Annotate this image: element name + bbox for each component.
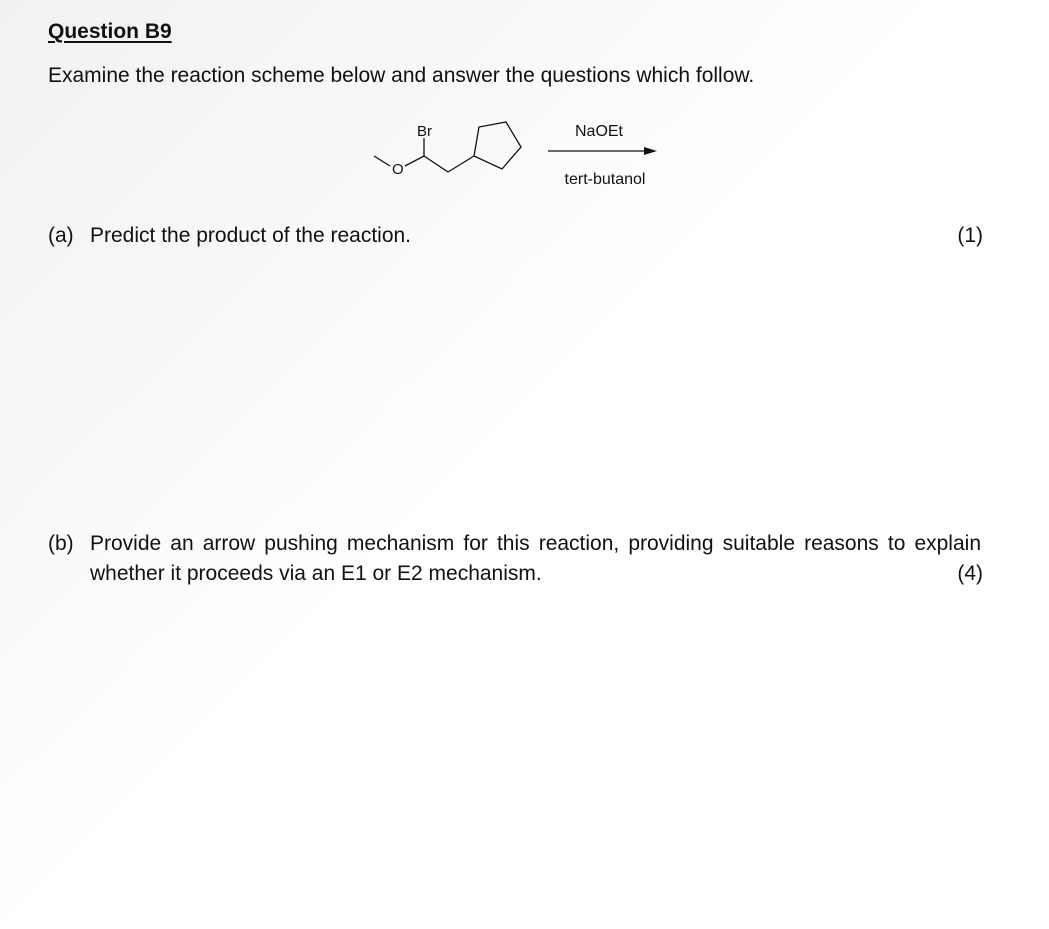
part-a-label: (a) (48, 224, 74, 247)
oxygen-label: O (392, 161, 404, 178)
reaction-arrow-head (644, 147, 657, 155)
part-a-marks: (1) (957, 224, 983, 247)
bond-oxygen-carbon (405, 156, 424, 166)
reaction-scheme (360, 112, 680, 202)
reagent-label: NaOEt (574, 123, 624, 140)
question-title: Question B9 (48, 20, 172, 43)
reaction-scheme-svg (360, 112, 680, 202)
part-b-label: (b) (48, 532, 74, 555)
bond-ch2-ring (448, 156, 474, 172)
part-b-marks: (4) (957, 562, 983, 585)
bromine-label: Br (417, 123, 432, 140)
question-intro: Examine the reaction scheme below and answer the questions which follow. (48, 64, 755, 87)
cyclopentane-ring (474, 122, 521, 169)
part-a-text: Predict the product of the reaction. (90, 224, 412, 247)
part-b-text: Provide an arrow pushing mechanism for this reaction, providing suitable reasons to explain whether it proceeds via an E1 or E2 mechanism. (90, 532, 981, 585)
solvent-label: tert-butanol (564, 171, 646, 188)
bond-carbon-ch2 (424, 156, 448, 172)
bond-methyl-oxygen (374, 156, 390, 166)
